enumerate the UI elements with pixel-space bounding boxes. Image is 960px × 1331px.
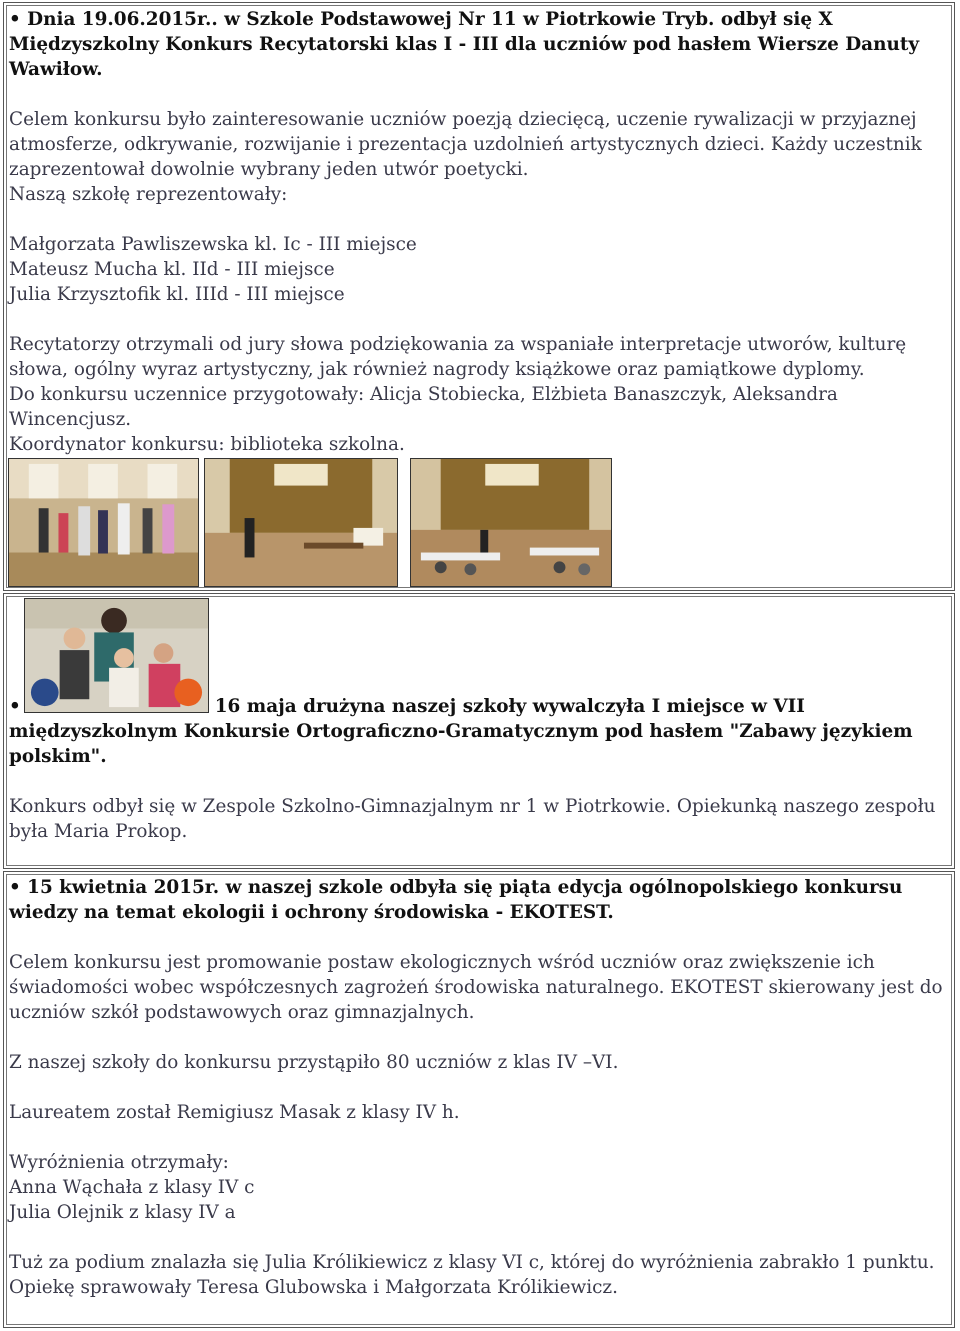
article-headline xyxy=(9,7,950,82)
headline-text: Dnia 19.06.2015r.. w Szkole Podstawowej Nr 11 w Piotrkowie Tryb. odbył się X Międzyszkolny Konkurs Recytatorski klas I - III dla uczniów pod hasłem Wiersze Danuty Wawiłow. xyxy=(9,9,920,80)
paragraph-thanks: Recytatorzy otrzymali od jury słowa podziękowania za wspaniałe interpretacje utworów, kulturę słowa, ogólny wyraz artystyczny, jak również nagrody książkowe oraz pamiątkowe dyplomy. xyxy=(9,334,907,380)
distinction-line: Anna Wąchała z klasy IV c xyxy=(9,1177,255,1198)
article-headline xyxy=(9,875,950,925)
bullet-icon: • xyxy=(9,696,21,717)
paragraph-venue: Konkurs odbył się w Zespole Szkolno-Gimnazjalnym nr 1 w Piotrkowie. Opiekunką naszego zespołu była Maria Prokop. xyxy=(9,796,936,842)
article-box-recitation xyxy=(3,2,955,591)
headline-text: 16 maja drużyna naszej szkoły wywalczyła I miejsce w VII międzyszkolnym Konkursie Ortograficzno-Gramatycznym pod hasłem "Zabawy językiem polskim". xyxy=(9,696,913,767)
winner-line: Małgorzata Pawliszewska kl. Ic - III miejsce xyxy=(9,234,417,255)
paragraph-coordinator: Koordynator konkursu: biblioteka szkolna. xyxy=(9,434,405,455)
distinction-line: Julia Olejnik z klasy IV a xyxy=(9,1202,236,1223)
article-headline xyxy=(9,694,950,769)
photo-recitation-stage xyxy=(204,458,398,587)
paragraph-participants: Z naszej szkoły do konkursu przystąpiło 80 uczniów z klas IV –VI. xyxy=(9,1052,619,1073)
bullet-icon: • xyxy=(9,9,21,30)
winner-line: Mateusz Mucha kl. IId - III miejsce xyxy=(9,259,335,280)
article-box-spelling-contest xyxy=(3,593,955,869)
represented-label: Naszą szkołę reprezentowały: xyxy=(9,184,288,205)
photo-recitation-group xyxy=(8,458,199,587)
article-content xyxy=(9,875,950,1300)
paragraph-goal: Celem konkursu jest promowanie postaw ekologicznych wśród uczniów oraz zwiększenie ich świadomości wobec współczesnych zagrożeń środowiska naturalnego. EKOTEST skierowany jest do uczniów szkół podstawowych oraz gimnazjalnych. xyxy=(9,952,943,1023)
paragraph-goal: Celem konkursu było zainteresowanie uczniów poezją dziecięcą, uczenie rywalizacji w przyjaznej atmosferze, odkrywanie, rozwijanie i prezentacja uzdolnień artystycznych dzieci. Każdy uczestnik zaprezentował dowolnie wybrany jeden utwór poetycki. xyxy=(9,109,922,180)
paragraph-laureate: Laureatem został Remigiusz Masak z klasy IV h. xyxy=(9,1102,460,1123)
winner-line: Julia Krzysztofik kl. IIId - III miejsce xyxy=(9,284,345,305)
paragraph-teachers: Do konkursu uczennice przygotowały: Alicja Stobiecka, Elżbieta Banaszczyk, Aleksandra Wincencjusz. xyxy=(9,384,838,430)
article-content xyxy=(9,694,950,844)
distinctions-label: Wyróżnienia otrzymały: xyxy=(9,1152,229,1173)
article-content xyxy=(9,7,950,457)
headline-text: 15 kwietnia 2015r. w naszej szkole odbyła się piąta edycja ogólnopolskiego konkursu wiedzy na temat ekologii i ochrony środowiska - EKOTEST. xyxy=(9,877,903,923)
photo-recitation-jury xyxy=(410,458,612,587)
bullet-icon: • xyxy=(9,877,21,898)
paragraph-podium: Tuż za podium znalazła się Julia Królikiewicz z klasy VI c, której do wyróżnienia zabrakło 1 punktu. Opiekę sprawowały Teresa Glubowska i Małgorzata Królikiewicz. xyxy=(9,1252,935,1298)
article-box-ekotest xyxy=(3,871,955,1328)
